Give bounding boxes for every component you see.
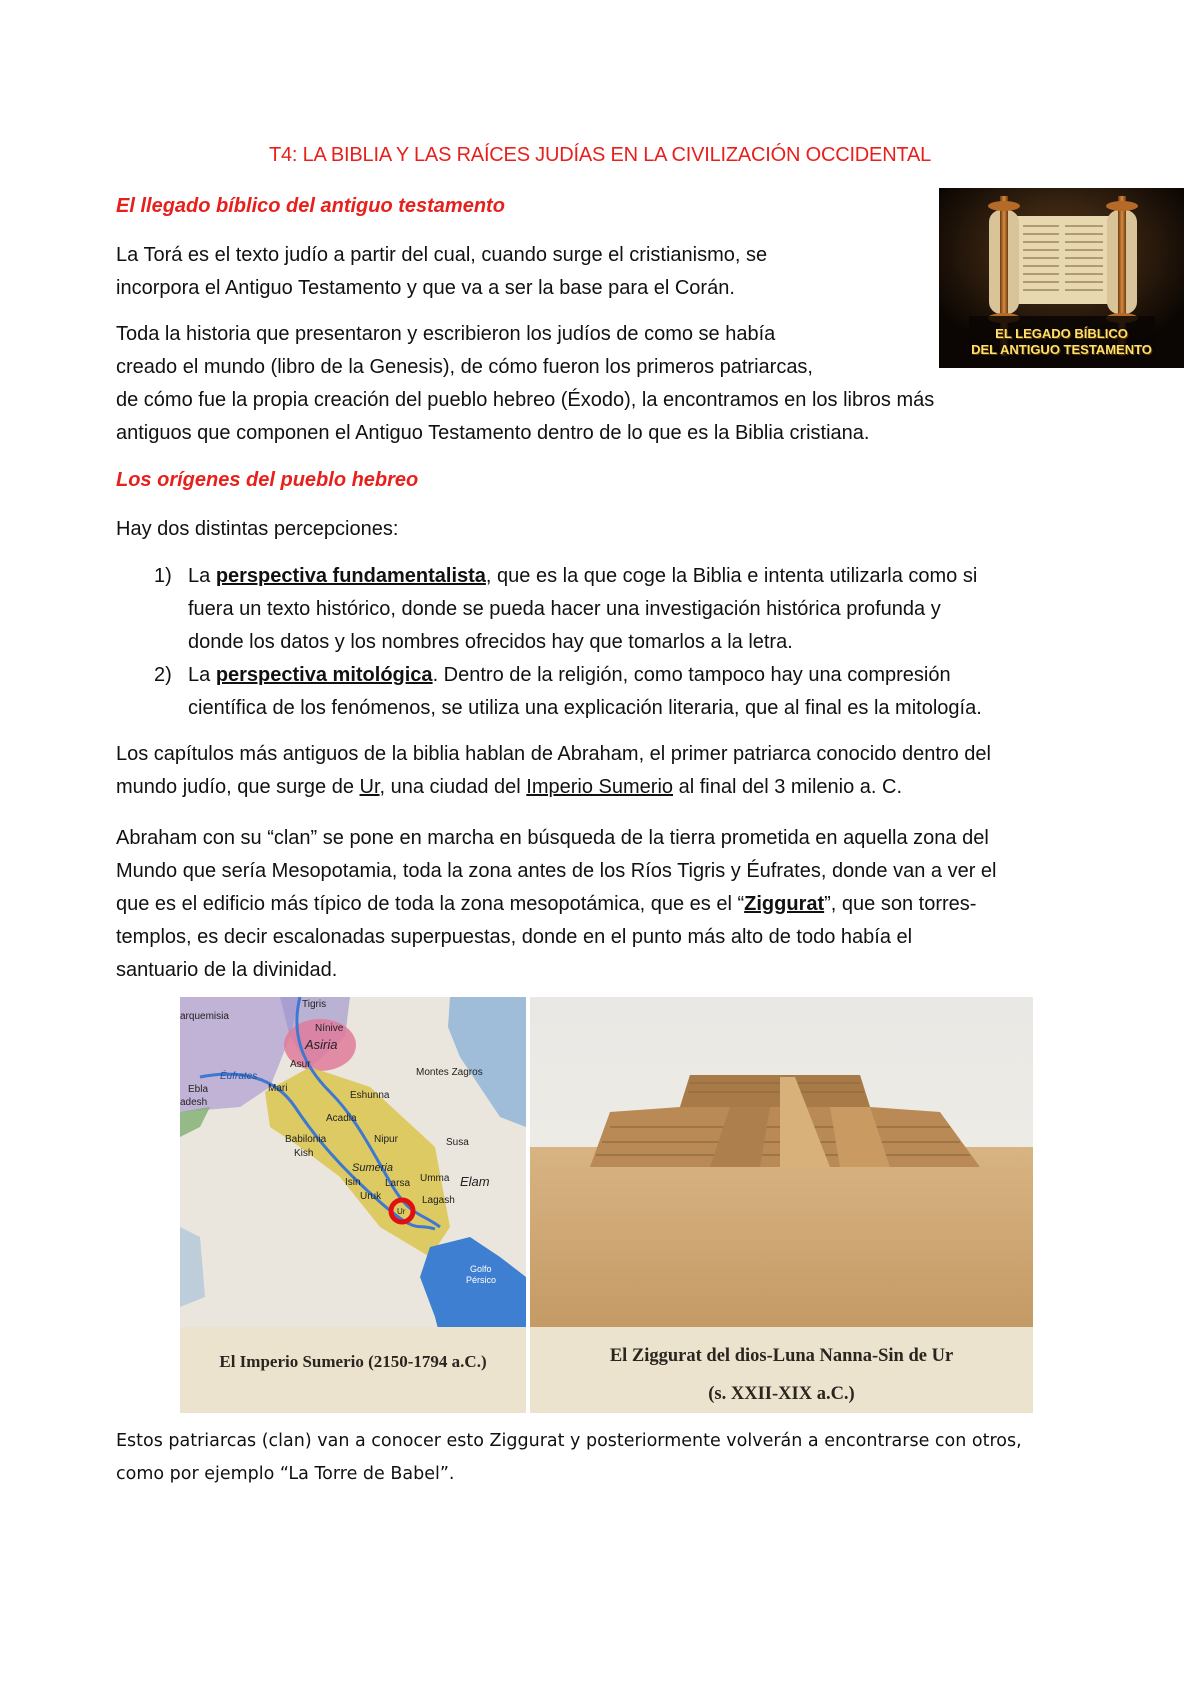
map-label-karkemish: arquemisia [180, 1011, 229, 1022]
text-line: Mundo que sería Mesopotamia, toda la zona antes de los Ríos Tigris y Éufrates, donde van a ver el [116, 860, 997, 882]
paragraph-intro: Hay dos distintas percepciones: [116, 518, 399, 540]
map-label-uruk: Uruk [360, 1191, 382, 1202]
text-line: Abraham con su “clan” se pone en marcha en búsqueda de la tierra prometida en aquella zona del [116, 827, 989, 849]
list-number: 1) [154, 565, 172, 587]
paragraph-abraham [116, 738, 1116, 804]
map-label-larsa: Larsa [385, 1178, 411, 1189]
ziggurat-caption-line1: El Ziggurat del dios-Luna Nanna-Sin de Ur [609, 1346, 954, 1366]
text-span: , una ciudad del [379, 776, 527, 798]
text-line: como por ejemplo “La Torre de Babel”. [116, 1464, 455, 1484]
term-ziggurat: Ziggurat [744, 893, 825, 915]
map-label-asiria: Asiria [305, 1037, 338, 1052]
map-label-golfo: Golfo [470, 1264, 492, 1274]
banner-line-2: DEL ANTIGUO TESTAMENTO [971, 342, 1152, 357]
map-label-ninive: Nínive [315, 1023, 344, 1034]
section-heading-legado: El llegado bíblico del antiguo testamento [116, 195, 505, 217]
list-text: . Dentro de la religión, como tampoco hay una compresión [432, 664, 951, 686]
map-label-babilonia: Babilonia [285, 1134, 327, 1145]
list-item [116, 560, 1096, 659]
map-label-eufrates: Éufrates [220, 1071, 258, 1082]
map-label-asur: Asur [290, 1059, 311, 1070]
map-label-mari: Mari [268, 1083, 288, 1094]
perspectives-list [116, 560, 1096, 725]
ziggurat-caption [530, 1337, 1033, 1413]
map-label-isin: Isin [345, 1177, 361, 1188]
text-line: Los capítulos más antiguos de la biblia hablan de Abraham, el primer patriarca conocido dentro del [116, 743, 991, 765]
text-line: Toda la historia que presentaron y escribieron los judíos de como se había [116, 323, 776, 345]
map-label-kadesh: adesh [180, 1097, 208, 1108]
map-label-tigris: Tigris [302, 999, 327, 1010]
map-label-eshunna: Eshunna [350, 1090, 390, 1101]
paragraph-closing [116, 1425, 1076, 1491]
map-label-ebla: Ebla [188, 1084, 209, 1095]
map-label-umma: Umma [420, 1173, 450, 1184]
map-label-kish: Kish [294, 1148, 314, 1159]
map-label-acadia: Acadia [326, 1113, 357, 1124]
section-heading-origenes: Los orígenes del pueblo hebreo [116, 469, 419, 491]
map-label-elam: Elam [460, 1174, 490, 1189]
map-label-ur: Ur [397, 1207, 406, 1216]
text-span: que es el edificio más típico de toda la zona mesopotámica, que es el “ [116, 893, 745, 915]
text-line: de cómo fue la propia creación del pueblo hebreo (Éxodo), la encontramos en los libros más [116, 389, 935, 411]
paragraph-tora [116, 239, 916, 305]
map-label-lagash: Lagash [422, 1195, 455, 1206]
paragraph-clan [116, 822, 1116, 987]
text-line: santuario de la divinidad. [116, 959, 338, 981]
list-number: 2) [154, 664, 172, 686]
paragraph-historia [116, 318, 1116, 450]
map-label-sumeria: Sumeria [352, 1162, 393, 1174]
link-ur: Ur [359, 776, 380, 798]
list-prefix: La [188, 664, 216, 686]
list-prefix: La [188, 565, 216, 587]
text-line: donde los datos y los nombres ofrecidos hay que tomarlos a la letra. [188, 631, 793, 653]
text-span: ”, que son torres- [824, 893, 977, 915]
ziggurat-caption-line2: (s. XXII-XIX a.C.) [708, 1384, 855, 1404]
term-fundamentalista: perspectiva fundamentalista [215, 565, 486, 587]
text-line: Estos patriarcas (clan) van a conocer esto Ziggurat y posteriormente volverán a encontrarse con otros, [116, 1431, 1022, 1451]
text-line: creado el mundo (libro de la Genesis), de cómo fueron los primeros patriarcas, [116, 356, 813, 378]
text-line: antiguos que componen el Antiguo Testamento dentro de lo que es la Biblia cristiana. [116, 422, 870, 444]
page-title: T4: LA BIBLIA Y LAS RAÍCES JUDÍAS EN LA CIVILIZACIÓN OCCIDENTAL [268, 144, 932, 166]
map-label-susa: Susa [446, 1137, 469, 1148]
map-label-persico: Pérsico [466, 1275, 497, 1285]
text-line: La Torá es el texto judío a partir del cual, cuando surge el cristianismo, se [116, 244, 768, 266]
sumerian-empire-map [180, 997, 526, 1413]
map-caption: El Imperio Sumerio (2150-1794 a.C.) [219, 1352, 487, 1371]
map-label-nipur: Nipur [374, 1134, 398, 1145]
map-illustration [180, 997, 526, 1413]
map-label-zagros: Montes Zagros [416, 1067, 483, 1078]
term-mitologica: perspectiva mitológica [215, 664, 433, 686]
list-text: , que es la que coge la Biblia e intenta utilizarla como si [485, 565, 978, 587]
text-line: fuera un texto histórico, donde se pueda hacer una investigación histórica profunda y [188, 598, 941, 620]
ziggurat-photo [530, 997, 1033, 1413]
text-span: mundo judío, que surge de [116, 776, 360, 798]
link-imperio-sumerio: Imperio Sumerio [526, 776, 674, 798]
list-item [116, 659, 1096, 725]
text-line: templos, es decir escalonadas superpuestas, donde en el punto más alto de todo había el [116, 926, 913, 948]
text-line: científica de los fenómenos, se utiliza una explicación literaria, que al final es la mitología. [188, 697, 982, 719]
text-line: incorpora el Antiguo Testamento y que va a ser la base para el Corán. [116, 277, 735, 299]
banner-line-1: EL LEGADO BÍBLICO [995, 326, 1128, 341]
text-span: al final del 3 milenio a. C. [673, 776, 903, 798]
